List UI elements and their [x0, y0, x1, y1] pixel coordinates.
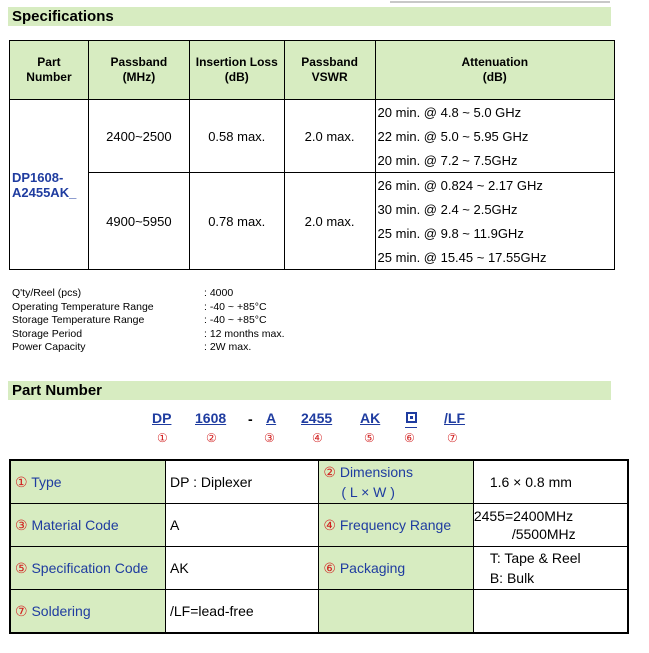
pn-value-dimensions: 1.6 × 0.8 mm: [473, 460, 628, 504]
table-row: [10, 590, 628, 634]
pn-number-3: ③: [264, 431, 275, 445]
pn-value-soldering: /LF=lead-free: [166, 590, 319, 634]
section-title-part-number: Part Number: [8, 381, 611, 400]
pn-value-frequency: 2455=2400MHz /5500MHz: [473, 504, 628, 547]
property-row: Storage Temperature Range : -40 ~ +85°C: [12, 314, 267, 326]
attenuation-cell: 25 min. @ 9.8 ~ 11.9GHz: [375, 221, 614, 245]
pn-number-1: ①: [157, 431, 168, 445]
spec-header-row: [10, 41, 615, 100]
packaging-box-icon: [406, 412, 417, 423]
pn-label-frequency: ④ Frequency Range: [319, 504, 473, 547]
pn-code-material: A: [266, 410, 277, 426]
pn-label-spec: ⑤ Specification Code: [10, 547, 166, 590]
section-title-specifications: Specifications: [8, 7, 611, 26]
header-vswr: Passband VSWR: [284, 41, 375, 100]
pn-label-packaging: ⑥ Packaging: [319, 547, 473, 590]
pn-label-soldering: ⑦ Soldering: [10, 590, 166, 634]
property-row: Power Capacity : 2W max.: [12, 341, 252, 353]
pn-empty-value: [473, 590, 628, 634]
table-row: [10, 100, 615, 125]
pn-value-material: A: [166, 504, 319, 547]
pn-code-spec: AK: [360, 410, 381, 426]
packaging-underline: [405, 427, 417, 428]
vswr-cell: 2.0 max.: [284, 100, 375, 173]
pn-code-frequency: 2455: [301, 410, 333, 426]
pn-dash: -: [248, 411, 253, 427]
pn-label-type: ① Type: [10, 460, 166, 504]
part-number-table: [9, 459, 629, 634]
passband-cell: 2400~2500: [88, 100, 189, 173]
pn-code-size: 1608: [195, 410, 227, 426]
pn-value-packaging: T: Tape & Reel B: Bulk: [473, 547, 628, 590]
header-part-number: Part Number: [10, 41, 89, 100]
pn-empty-label: [319, 590, 473, 634]
pn-number-2: ②: [206, 431, 217, 445]
attenuation-cell: 22 min. @ 5.0 ~ 5.95 GHz: [375, 124, 614, 148]
property-row: Storage Period : 12 months max.: [12, 327, 285, 340]
specifications-table: [9, 40, 615, 270]
table-row: [10, 173, 615, 198]
pn-label-dimensions: ② Dimensions ( L × W ): [319, 460, 473, 504]
attenuation-cell: 26 min. @ 0.824 ~ 2.17 GHz: [375, 173, 614, 198]
attenuation-cell: 20 min. @ 7.2 ~ 7.5GHz: [375, 148, 614, 173]
pn-value-type: DP : Diplexer: [166, 460, 319, 504]
pn-code-dp: DP: [152, 410, 172, 426]
pn-label-material: ③ Material Code: [10, 504, 166, 547]
properties-list: [12, 287, 285, 355]
pn-number-6: ⑥: [404, 431, 415, 445]
property-row: Q'ty/Reel (pcs) : 4000: [12, 287, 234, 299]
attenuation-cell: 30 min. @ 2.4 ~ 2.5GHz: [375, 197, 614, 221]
table-row: [10, 460, 628, 504]
attenuation-cell: 25 min. @ 15.45 ~ 17.55GHz: [375, 245, 614, 270]
top-divider: [390, 1, 610, 3]
pn-number-5: ⑤: [364, 431, 375, 445]
property-row: Operating Temperature Range : -40 ~ +85°C: [12, 300, 267, 313]
insertion-cell: 0.58 max.: [189, 100, 284, 173]
header-insertion-loss: Insertion Loss (dB): [189, 41, 284, 100]
attenuation-cell: 20 min. @ 4.8 ~ 5.0 GHz: [375, 100, 614, 125]
table-row: [10, 504, 628, 547]
vswr-cell: 2.0 max.: [284, 173, 375, 270]
pn-number-4: ④: [312, 431, 323, 445]
header-attenuation: Attenuation (dB): [375, 41, 614, 100]
pn-number-7: ⑦: [447, 431, 458, 445]
header-passband: Passband (MHz): [88, 41, 189, 100]
part-number-cell: DP1608- A2455AK_: [10, 100, 89, 270]
pn-code-leadfree: /LF: [444, 410, 465, 426]
table-row: [10, 547, 628, 590]
insertion-cell: 0.78 max.: [189, 173, 284, 270]
passband-cell: 4900~5950: [88, 173, 189, 270]
pn-value-spec: AK: [166, 547, 319, 590]
